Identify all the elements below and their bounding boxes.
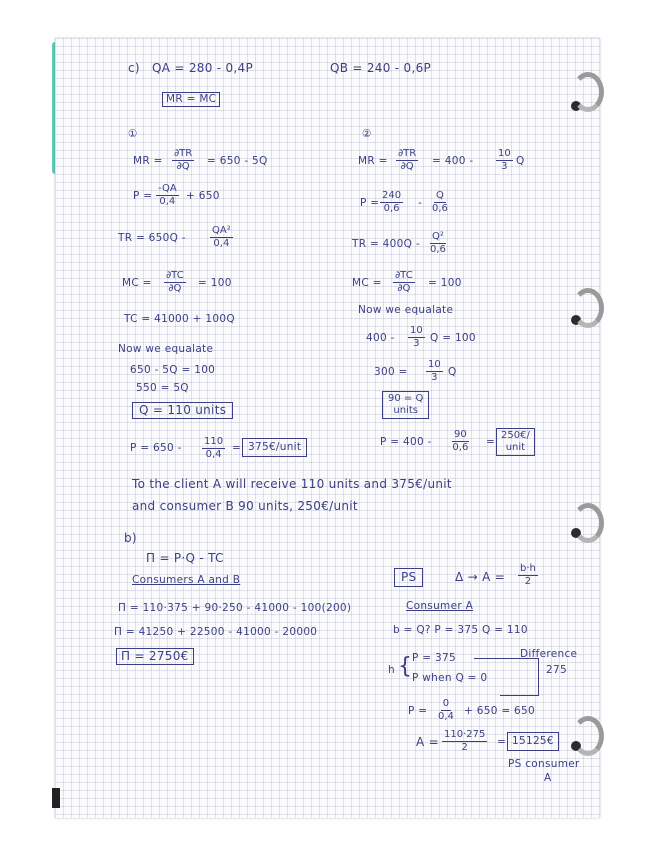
col2-eq1-b: Q = 100 bbox=[430, 332, 476, 344]
col1-eq2: 550 = 5Q bbox=[136, 382, 189, 394]
demand-a: QA = 280 - 0,4P bbox=[152, 61, 254, 75]
binder-ring-icon bbox=[572, 72, 604, 112]
binder-ring-icon bbox=[572, 503, 604, 543]
ps-box: PS bbox=[394, 568, 423, 587]
h-label: h bbox=[388, 664, 395, 676]
col2-price-result-box: 250€/ unit bbox=[496, 428, 535, 456]
col1-mr-lhs: MR = bbox=[133, 155, 163, 167]
area-fraction: $\frac{b\cdot h}{2}$ bbox=[520, 563, 536, 587]
col2-eq2-fraction: $\frac{10}{3}$ bbox=[428, 359, 441, 383]
profit-calc1: Π = 110·375 + 90·250 - 41000 - 100(200) bbox=[118, 602, 352, 614]
profit-formula: Π = P·Q - TC bbox=[146, 551, 224, 565]
col2-price-lhs: P = 400 - bbox=[380, 436, 432, 448]
part-d-label: b) bbox=[124, 531, 137, 545]
col1-equate: Now we equalate bbox=[118, 343, 214, 355]
col1-tr-fraction: $\frac{\text{QA²}}{0,4}$ bbox=[212, 225, 231, 249]
h-line1: P = 375 bbox=[412, 652, 456, 664]
col1-p-fraction: $\frac{-QA}{0,4}$ bbox=[158, 183, 177, 207]
rule-box: MR = MC bbox=[162, 92, 220, 107]
col1-price-eq: = bbox=[232, 442, 242, 454]
h-line2: P when Q = 0 bbox=[412, 672, 488, 684]
p-zero-lhs: P = bbox=[408, 705, 428, 717]
demand-b: QB = 240 - 0,6P bbox=[330, 61, 432, 75]
ps-note2: A bbox=[544, 772, 552, 784]
col1-p-rhs: + 650 bbox=[186, 190, 220, 202]
col1-p-lhs: P = bbox=[133, 190, 153, 202]
binder-ring-icon bbox=[572, 716, 604, 756]
col1-price-fraction: $\frac{110}{0,4}$ bbox=[204, 436, 224, 460]
p-zero-rhs: + 650 = 650 bbox=[464, 705, 535, 717]
part-c-label: c) bbox=[128, 61, 140, 75]
col2-price-eq: = bbox=[486, 436, 496, 448]
profit-result-box: Π = 2750€ bbox=[116, 648, 194, 665]
col2-p-lhs: P = bbox=[360, 197, 380, 209]
col1-mr-fraction: $\frac{\partial TR}{\partial Q}$ bbox=[174, 148, 193, 172]
conclusion-line1: To the client A will receive 110 units and 375€/unit bbox=[132, 477, 452, 491]
col2-tr-lhs: TR = 400Q - bbox=[352, 238, 420, 250]
binder-edge-mark bbox=[52, 788, 60, 808]
col1-mc-lhs: MC = bbox=[122, 277, 152, 289]
col2-price-fraction: $\frac{90}{0,6}$ bbox=[452, 429, 469, 453]
col2-mr-rhs-b: Q bbox=[516, 155, 525, 167]
difference-label: Difference bbox=[520, 648, 578, 660]
col2-number: ② bbox=[362, 128, 372, 140]
col2-tr-fraction: $\frac{\text{Q²}}{0,6}$ bbox=[430, 231, 446, 255]
col2-mr-fraction: $\frac{\partial TR}{\partial Q}$ bbox=[398, 148, 417, 172]
col1-tc: TC = 41000 + 100Q bbox=[124, 313, 235, 325]
difference-value: 275 bbox=[546, 664, 567, 676]
col2-eq1-fraction: $\frac{10}{3}$ bbox=[410, 325, 423, 349]
area-a-fraction: $\frac{110\cdot 275}{2}$ bbox=[444, 729, 486, 753]
area-a-eq: = bbox=[497, 736, 507, 748]
col2-p-fraction1: $\frac{240}{0,6}$ bbox=[382, 190, 402, 214]
b-line: b = Q? P = 375 Q = 110 bbox=[393, 624, 528, 636]
col2-p-minus: - bbox=[418, 197, 423, 209]
h-brace: { bbox=[398, 654, 413, 679]
col1-result-box: Q = 110 units bbox=[132, 402, 233, 419]
area-a-lhs: A = bbox=[416, 735, 439, 749]
col2-eq2-b: Q bbox=[448, 366, 457, 378]
conclusion-line2: and consumer B 90 units, 250€/unit bbox=[132, 499, 358, 513]
col2-eq1-a: 400 - bbox=[366, 332, 395, 344]
col2-p-fraction2: $\frac{Q}{0,6}$ bbox=[432, 190, 448, 214]
col1-tr-lhs: TR = 650Q - bbox=[118, 232, 186, 244]
ps-note1: PS consumer bbox=[508, 758, 580, 770]
profit-calc2: Π = 41250 + 22500 - 41000 - 20000 bbox=[114, 626, 318, 638]
col1-mc-rhs: = 100 bbox=[198, 277, 232, 289]
difference-bracket-bottom bbox=[500, 695, 539, 696]
col2-mr-lhs: MR = bbox=[358, 155, 388, 167]
col2-mr-rhs-a: = 400 - bbox=[432, 155, 474, 167]
col2-result-box: 90 = Q units bbox=[382, 391, 429, 419]
col2-mc-rhs: = 100 bbox=[428, 277, 462, 289]
col2-mr-rhs-fraction: $\frac{10}{3}$ bbox=[498, 148, 511, 172]
col2-mc-lhs: MC = bbox=[352, 277, 382, 289]
area-a-result-box: 15125€ bbox=[507, 732, 559, 751]
p-zero-fraction: $\frac{0}{0,4}$ bbox=[438, 698, 454, 722]
consumer-a-heading: Consumer A bbox=[406, 600, 474, 612]
col1-eq1: 650 - 5Q = 100 bbox=[130, 364, 216, 376]
difference-bracket-side bbox=[538, 658, 539, 696]
area-lhs: Δ → A = bbox=[455, 570, 506, 584]
col2-equate: Now we equalate bbox=[358, 304, 454, 316]
col1-mr-rhs: = 650 - 5Q bbox=[207, 155, 268, 167]
col1-mc-fraction: $\frac{\partial TC}{\partial Q}$ bbox=[166, 270, 184, 294]
col2-mc-fraction: $\frac{\partial TC}{\partial Q}$ bbox=[395, 270, 413, 294]
binder-ring-icon bbox=[572, 288, 604, 328]
col1-number: ① bbox=[128, 128, 138, 140]
col2-eq2-a: 300 = bbox=[374, 366, 408, 378]
col1-price-lhs: P = 650 - bbox=[130, 442, 182, 454]
consumers-heading: Consumers A and B bbox=[132, 574, 241, 586]
col1-price-result-box: 375€/unit bbox=[242, 438, 307, 457]
